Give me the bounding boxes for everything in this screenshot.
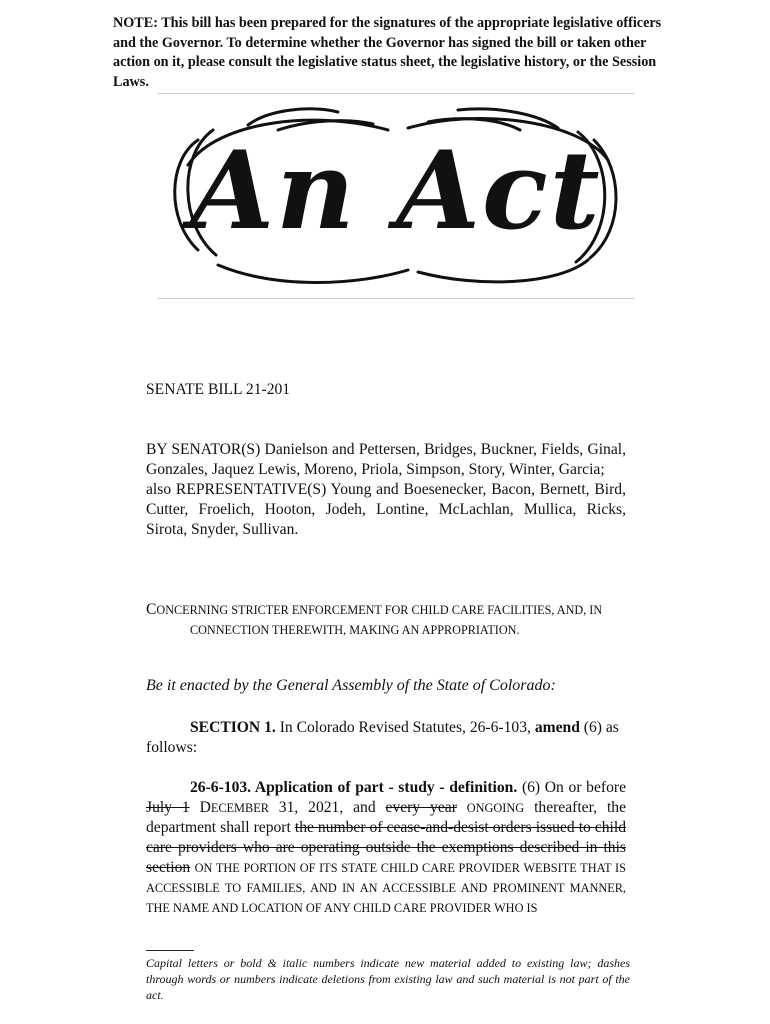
top-divider [158, 93, 634, 94]
statute-text [146, 778, 626, 918]
struck-every-year: every year [385, 799, 457, 816]
an-act-seal [158, 100, 634, 292]
concerning-initial: C [146, 601, 157, 618]
representative-sponsors: also REPRESENTATIVE(S) Young and Boesenecker, Bacon, Bernett, Bird, Cutter, Froelich, Hooton, Jodeh, Lontine, McLachlan, Mullica, Ricks, Sirota, Snyder, Sullivan. [146, 481, 626, 538]
amend-keyword: amend [534, 719, 580, 736]
concerning-clause [146, 600, 626, 640]
footnote-rule [146, 950, 194, 951]
struck-date: July 1 [146, 799, 190, 816]
new-passage: ON THE PORTION OF ITS STATE CHILD CARE PROVIDER WEBSITE THAT IS ACCESSIBLE TO FAMILIES, AND IN AN ACCESSIBLE AND PROMINENT MANNER, THE NAME AND LOCATION OF ANY CHILD CARE PROVIDER WHO IS [146, 861, 626, 915]
sponsors-block [146, 440, 626, 540]
concerning-line-1: ONCERNING STRICTER ENFORCEMENT FOR CHILD CARE FACILITIES, AND, IN [156, 603, 603, 617]
senator-sponsors: BY SENATOR(S) Danielson and Pettersen, Bridges, Buckner, Fields, Ginal, Gonzales, Jaquez Lewis, Moreno, Priola, Simpson, Story, Winter, Garcia; [146, 441, 626, 478]
section-1-text-b: (6) as follows: [146, 719, 619, 756]
enacting-clause: Be it enacted by the General Assembly of the State of Colorado: [146, 677, 556, 694]
signature-note: NOTE: This bill has been prepared for the signatures of the appropriate legislative officers and the Governor. To determine whether the Governor has signed the bill or taken other action on it, please consult the legislative status sheet, the legislative history, or the Session Laws. [113, 15, 662, 90]
new-ongoing: ONGOING [466, 801, 525, 815]
concerning-line-2: CONNECTION THEREWITH, MAKING AN APPROPRIATION. [190, 623, 520, 637]
statute-sub: (6) On or before [521, 779, 626, 796]
new-date-initial: D [199, 799, 211, 816]
section-1-heading: SECTION 1. [190, 719, 276, 736]
bottom-divider [158, 298, 634, 299]
date-tail: 31, 2021, and [278, 799, 376, 816]
bill-number: SENATE BILL 21-201 [146, 381, 291, 398]
section-1-text-a: In Colorado Revised Statutes, 26-6-103, [279, 719, 531, 736]
section-1 [146, 718, 626, 758]
new-date-rest: ECEMBER [210, 801, 269, 815]
an-act-title: An Act [190, 128, 602, 254]
statute-heading: 26-6-103. Application of part - study - definition. [190, 779, 518, 796]
footnote: Capital letters or bold & italic numbers indicate new material added to existing law; dashes through words or numbers indicate deletions from existing law and such material is not part of the act. [146, 956, 630, 1002]
struck-passage: the number of cease-and-desist orders issued to child care providers who are operating outside the exemptions described in this section [146, 819, 627, 876]
statute-tail: thereafter, the department shall report [146, 799, 626, 836]
